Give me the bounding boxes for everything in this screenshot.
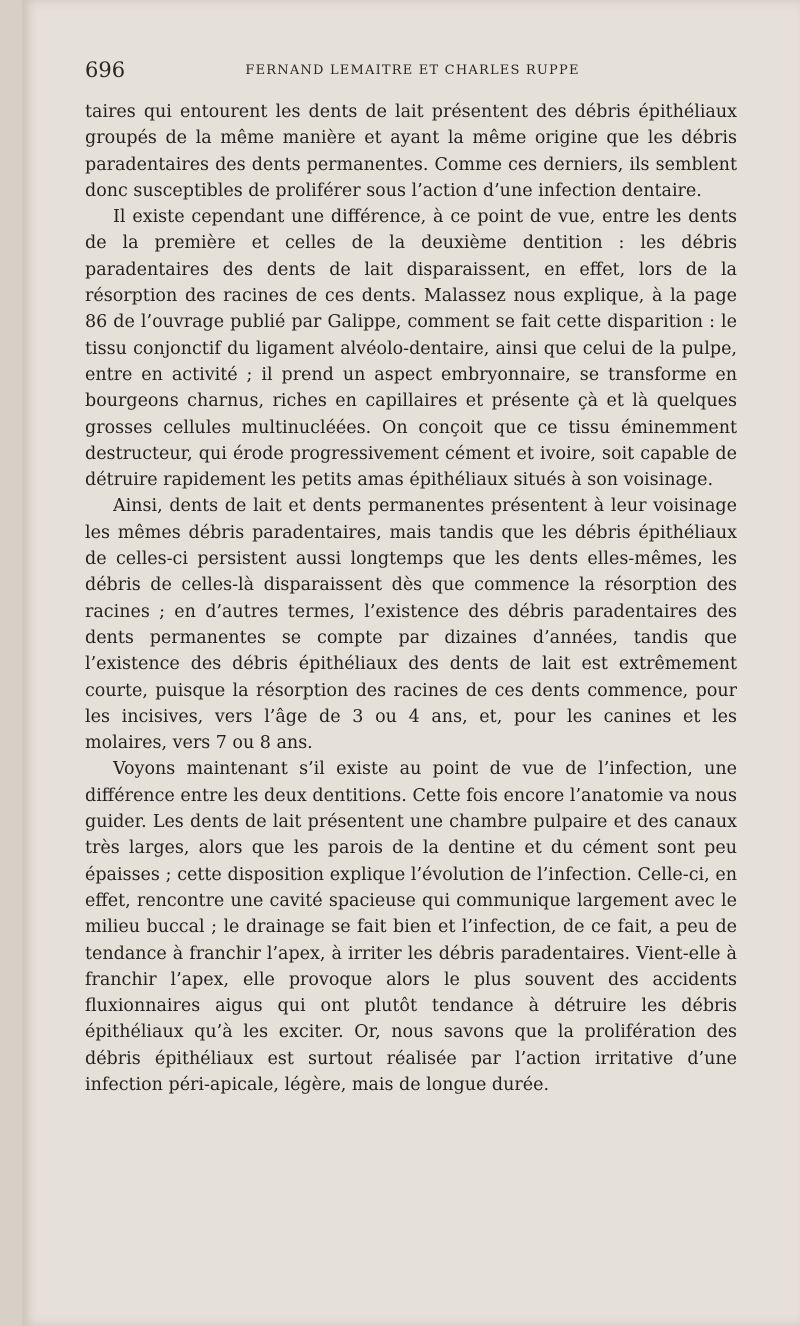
running-head: FERNAND LEMAITRE ET CHARLES RUPPE <box>245 63 580 78</box>
paragraph: Ainsi, dents de lait et dents permanentes présentent à leur voisinage les mêmes débris paradentaires, mais tandis que les débris épithéliaux de celles-ci persistent aussi longtemps que les dents elles-mêmes, les débris de celles-là disparaissent dès que commence la résorption des racines ; en d’autres termes, l’existence des débris paradentaires des dents permanentes se compte par dizaines d’années, tandis que l’existence des débris épithéliaux des dents de lait est extrêmement courte, puisque la résorption des racines de ces dents commence, pour les incisives, vers l’âge de 3 ou 4 ans, et, pour les canines et les molaires, vers 7 ou 8 ans. <box>85 496 737 754</box>
page-header <box>85 58 740 84</box>
book-page <box>22 0 800 1326</box>
body-text <box>85 99 737 1098</box>
paragraph: Il existe cependant une différence, à ce point de vue, entre les dents de la première et celles de la deuxième dentition : les débris paradentaires des dents de lait disparaissent, en effet, lors de la résorption des racines de ces dents. Malassez nous explique, à la page 86 de l’ouvrage publié par Galippe, comment se fait cette disparition : le tissu conjonctif du ligament alvéolo-dentaire, ainsi que celui de la pulpe, entre en activité ; il prend un aspect embryonnaire, se transforme en bourgeons charnus, riches en capillaires et présente çà et là quelques grosses cellules multinucléées. On conçoit que ce tissu éminemment destructeur, qui érode progressivement cément et ivoire, soit capable de détruire rapidement les petits amas épithéliaux situés à son voisinage. <box>85 207 737 491</box>
paragraph: Voyons maintenant s’il existe au point de vue de l’infection, une différence entre les deux dentitions. Cette fois encore l’anatomie va nous guider. Les dents de lait présentent une chambre pulpaire et des canaux très larges, alors que les parois de la dentine et du cément sont peu épaisses ; cette disposition explique l’évolution de l’infection. Celle-ci, en effet, rencontre une cavité spacieuse qui communique largement avec le milieu buccal ; le drainage se fait bien et l’infection, de ce fait, a peu de tendance à franchir l’apex, à irriter les débris paradentaires. Vient-elle à franchir l’apex, elle provoque alors le plus souvent des accidents fluxionnaires aigus qui ont plutôt tendance à détruire les débris épithéliaux qu’à les exciter. Or, nous savons que la prolifération des débris épithéliaux est surtout réalisée par l’action irritative d’une infection péri-apicale, légère, mais de longue durée. <box>85 759 737 1095</box>
page-number: 696 <box>85 58 126 82</box>
paragraph-continuation: taires qui entourent les dents de lait présentent des débris épithéliaux groupés de la même manière et ayant la même origine que les débris paradentaires des dents permanentes. Comme ces derniers, ils semblent donc susceptibles de proliférer sous l’action d’une infection dentaire. <box>85 102 737 201</box>
